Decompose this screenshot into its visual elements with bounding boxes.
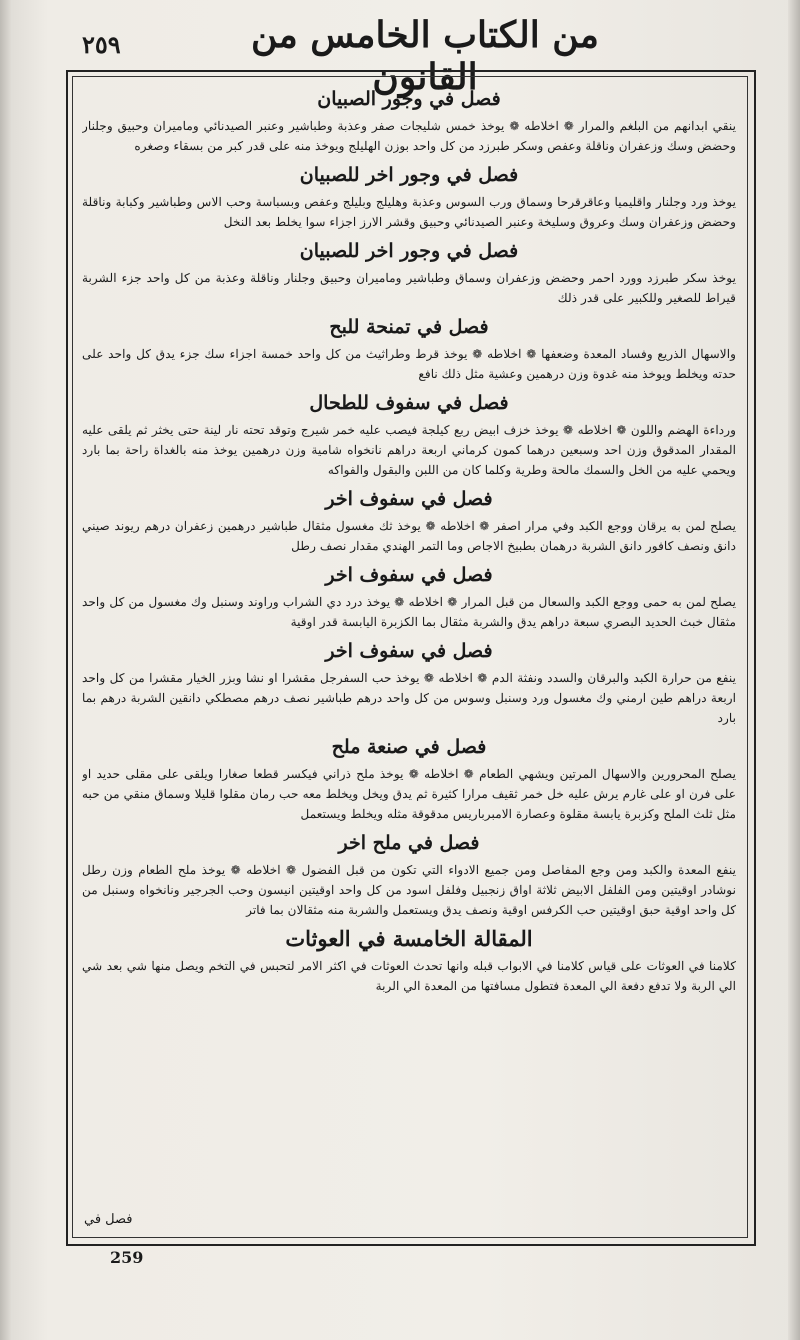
page-number-bottom: 259	[110, 1248, 144, 1267]
section-body: ينقي ابدانهم من البلغم والمرار ❁ اخلاطه ❁ يوخذ خمس شليجات صفر وعذبة وطباشير وعنبر الصيدنائي وماميران وحبيق وجلنار وحضض وسك وزعفران وناقلة وعفص وسكر طبرزد من كل واحد بوزن الهليلج ويوخذ منه على قدر كبر من بسقاء وصغره	[82, 119, 736, 153]
section	[82, 562, 736, 632]
section	[82, 486, 736, 556]
section-body: ينفع من حرارة الكبد والبرقان والسدد ونفثة الدم ❁ اخلاطه ❁ يوخذ حب السفرجل مقشرا او نشا وبزر الخيار مقشرا من كل واحد اربعة دراهم طين ارمني وك مغسول ورد وسنبل وسوس من كل واحد درهم طباشير نصف درهم مصطكي دانقين الشربة درهم بما بارد	[82, 671, 736, 725]
section	[82, 734, 736, 824]
section-title: فصل في سفوف اخر	[325, 640, 493, 662]
section-body: ورداءة الهضم واللون ❁ اخلاطه ❁ يوخذ خزف ابيض ربع كيلجة فيصب عليه خمر شيرج وتوقد تحته نار لينة حتى يخثر ثم يلقى عليه المقدار المدقوق وزن احد وسبعين درهما كمون كرماني اربعة دراهم نانخواه شامية وزن درهمين يوخذ منه بالغداة راحة بما بارد ويحمي عليه من الخل والسمك مالحة وطرية وكلما كان من اللبن والبقول والفواكه	[82, 423, 736, 477]
page-left-shadow	[0, 0, 12, 1340]
section	[82, 162, 736, 232]
section-body: يصلح لمن به حمى ووجع الكبد والسعال من قبل المرار ❁ اخلاطه ❁ يوخذ درد دي الشراب وراوند وسنبل وك مغسول من كل واحد مثقال خبث الحديد البصري سبعة دراهم يدق والشربة مثقال بما الكزبرة اليابسة قدر اوقية	[82, 595, 736, 629]
section-title: فصل في صنعة ملح	[331, 736, 487, 758]
section-body: والاسهال الذريع وفساد المعدة وضعفها ❁ اخلاطه ❁ يوخذ قرط وطراثيث من كل واحد خمسة اجزاء سك جزء يدق كل واحد على حدته ويخلط ويوخذ منه غدوة وزن درهمين وعشية مثل ذلك نافع	[82, 347, 736, 381]
section-body: يوخذ ورد وجلنار واقليميا وعاقرقرحا وسماق ورب السوس وعذبة وهليلج وبليلج وعفص وبسباسة وحب الاس وطباشير وكبابة وناقلة وحضض وزعفران وسك وعروق وسليخة وعنبر الصيدنائي وحبيق وقشر الارز اجزاء سوا يخلط بعد النخل	[82, 195, 736, 229]
main-text	[82, 84, 736, 1232]
section	[82, 314, 736, 384]
section-title: فصل في ملح اخر	[338, 832, 480, 854]
section	[82, 238, 736, 308]
section-title: فصل في سفوف اخر	[325, 564, 493, 586]
catchword: فصل في	[84, 1212, 133, 1227]
section-body: يوخذ سكر طبرزد وورد احمر وحضض وزعفران وسماق وطباشير وماميران وحبيق وجلنار وناقلة وعذبة من كل واحد جزء الشربة قيراط للصغير وللكبير على قدر ذلك	[82, 271, 736, 305]
section	[82, 638, 736, 728]
section-body: يصلح المحرورين والاسهال المرتين ويشهي الطعام ❁ اخلاطه ❁ يوخذ ملح ذراني فيكسر قطعا صغارا ويلقى على مقلى حديد او على فرن او على غارم يرش عليه خل خمر ثقيف مرارا كثيرة ثم يدق ويخل ويخلط معه حب رمان مقلوا قليلا وسماق منقي من حبه مثل ثلث الملح وكزبرة يابسة مقلوة وعصارة الامبرباريس مدقوقة مثله ويخلط ويستعمل	[82, 767, 736, 821]
section-title: فصل في وجور الصبيان	[317, 88, 501, 110]
page-number-top: ٢٥٩	[82, 30, 121, 59]
page-right-shadow	[788, 0, 800, 1340]
section-body: ينفع المعدة والكبد ومن وجع المفاصل ومن جميع الادواء التي تكون من قبل الفضول ❁ اخلاطه ❁ يوخذ ملح الطعام وزن رطل نوشادر اوقيتين ومن الفلفل الابيض ثلاثة اواق زنجبيل وفلفل اسود من كل واحد اوقيتين انيسون وحب الجرجير ونانخواه وسنبل من كل واحد اوقية حبق اوقيتين حب الكرفس اوقية ونصف يدق ويستعمل والشربة منه مثقالان بما فاتر	[82, 863, 736, 917]
chapter	[82, 926, 736, 996]
section	[82, 830, 736, 920]
chapter-title: المقالة الخامسة في العوثات	[285, 926, 533, 951]
section-title: فصل في وجور اخر للصبيان	[299, 164, 519, 186]
section	[82, 390, 736, 480]
running-header	[0, 8, 800, 98]
section	[82, 86, 736, 156]
section-title: فصل في تمنحة للبح	[329, 316, 489, 338]
section-title: فصل في وجور اخر للصبيان	[299, 240, 519, 262]
section-body: يصلح لمن به يرقان ووجع الكبد وفي مرار اصفر ❁ اخلاطه ❁ يوخذ ثك مغسول مثقال طباشير درهمين زعفران درهم ريوند صيني دانق ونصف كافور دانق الشربة درهمان بطبيخ الاجاص وما التمر الهندي مقدار نصف رطل	[82, 519, 736, 553]
section-title: فصل في سفوف للطحال	[309, 392, 509, 414]
chapter-body: كلامنا في العوثات على قياس كلامنا في الابواب قبله وانها تحدث العوثات في اكثر الامر لتحبس في التخم ويصل منها شي بعد شي الي الربة ولا تدفع دفعة الي المعدة فتطول مسافتها من المعدة الي الربة	[82, 959, 736, 993]
running-title: من الكتاب الخامس من القانون	[251, 14, 599, 98]
section-title: فصل في سفوف اخر	[325, 488, 493, 510]
